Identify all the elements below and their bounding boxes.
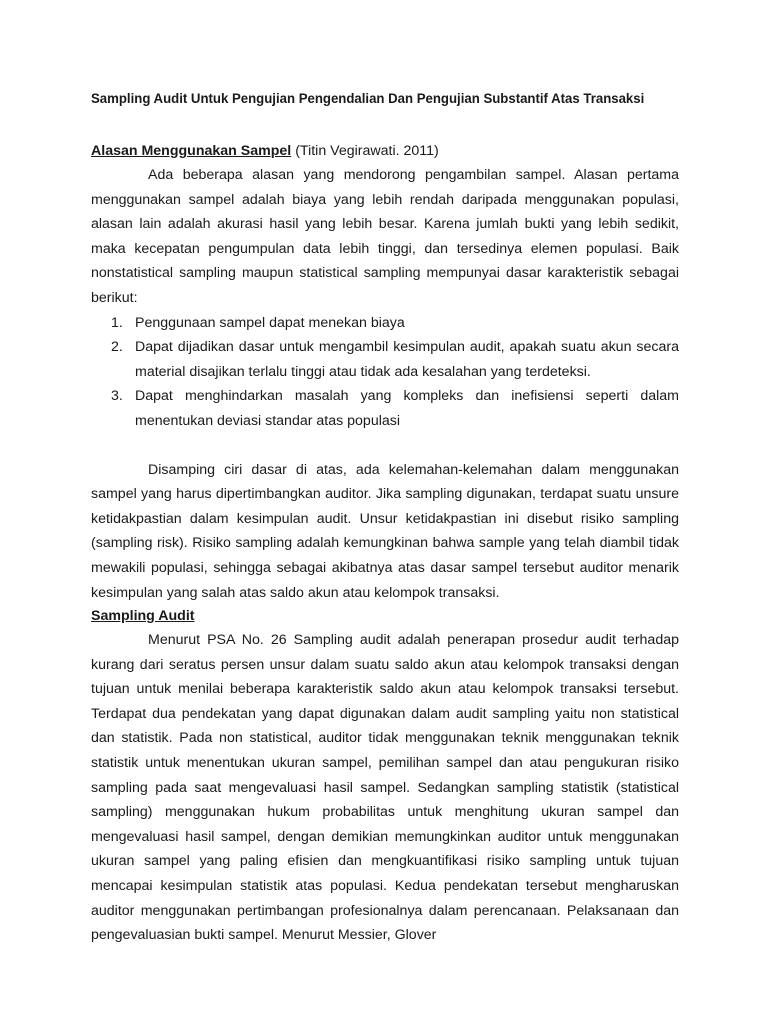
paragraph-sampling-audit: Menurut PSA No. 26 Sampling audit adalah penerapan prosedur audit terhadap kurang dari seratus persen unsur dalam suatu saldo akun atau kelompok transaksi dengan tujuan untuk menilai beberapa karakteristik saldo akun atau kelompok transaksi tersebut. Terdapat dua pendekatan yang dapat digunakan dalam audit sampling yaitu non statistical dan statistik. Pada non statistical, auditor tidak menggunakan teknik menggunakan teknik statistik untuk menentukan ukuran sampel, pemilihan sampel dan atau pengukuran risiko sampling pada saat mengevaluasi hasil sampel. Sedangkan sampling statistik (statistical sampling) menggunakan hukum probabilitas untuk menghitung ukuran sampel dan mengevaluasi hasil sampel, dengan demikian memungkinkan auditor untuk menggunakan ukuran sampel yang paling efisien dan mengkuantifikasi risiko sampling untuk tujuan mencapai kesimpulan statistik atas populasi. Kedua pendekatan tersebut mengharuskan auditor menggunakan pertimbangan profesionalnya dalam perencanaan. Pelaksanaan dan pengevaluasian bukti sampel. Menurut Messier, Glover [91, 632, 679, 944]
list-text: Dapat menghindarkan masalah yang kompleks dan inefisiensi seperti dalam menentukan deviasi standar atas populasi [135, 388, 679, 429]
list-item [91, 335, 679, 384]
list-number: 3. [111, 388, 123, 405]
heading-alasan-menggunakan-sampel: Alasan Menggunakan Sampel [91, 143, 292, 159]
heading-citation: (Titin Vegirawati. 2011) [291, 143, 439, 159]
list-number: 1. [111, 314, 123, 331]
list-item [91, 311, 679, 336]
paragraph-alasan: Ada beberapa alasan yang mendorong pengambilan sampel. Alasan pertama menggunakan sampel adalah biaya yang lebih rendah daripada menggunakan populasi, alasan lain adalah akurasi hasil yang lebih besar. Karena jumlah bukti yang lebih sedikit, maka kecepatan pengumpulan data lebih tinggi, dan tersedinya elemen populasi. Baik nonstatistical sampling maupun statistical sampling mempunyai dasar karakteristik sebagai berikut: [91, 167, 679, 306]
section-alasan-menggunakan-sampel [91, 139, 679, 605]
karakteristik-list [91, 311, 679, 434]
list-number: 2. [111, 339, 123, 356]
paragraph-gap [91, 434, 679, 458]
section-sampling-audit [91, 604, 679, 948]
list-text: Dapat dijadikan dasar untuk mengambil kesimpulan audit, apakah suatu akun secara material disajikan terlalu tinggi atau tidak ada kesalahan yang terdeteksi. [135, 339, 679, 380]
list-text: Penggunaan sampel dapat menekan biaya [135, 314, 405, 331]
list-item [91, 384, 679, 433]
section-heading [91, 139, 679, 163]
document-title: Sampling Audit Untuk Pengujian Pengendalian Dan Pengujian Substantif Atas Transaksi [91, 91, 645, 107]
heading-sampling-audit: Sampling Audit [91, 608, 195, 624]
section-heading [91, 604, 679, 628]
paragraph-kelemahan: Disamping ciri dasar di atas, ada kelemahan-kelemahan dalam menggunakan sampel yang harus dipertimbangkan auditor. Jika sampling digunakan, terdapat suatu unsure ketidakpastian dalam kesimpulan audit. Unsur ketidakpastian ini disebut risiko sampling (sampling risk). Risiko sampling adalah kemungkinan bahwa sample yang telah diambil tidak mewakili populasi, sehingga sebagai akibatnya atas dasar sampel tersebut auditor menarik kesimpulan yang salah atas saldo akun atau kelompok transaksi. [91, 461, 679, 601]
